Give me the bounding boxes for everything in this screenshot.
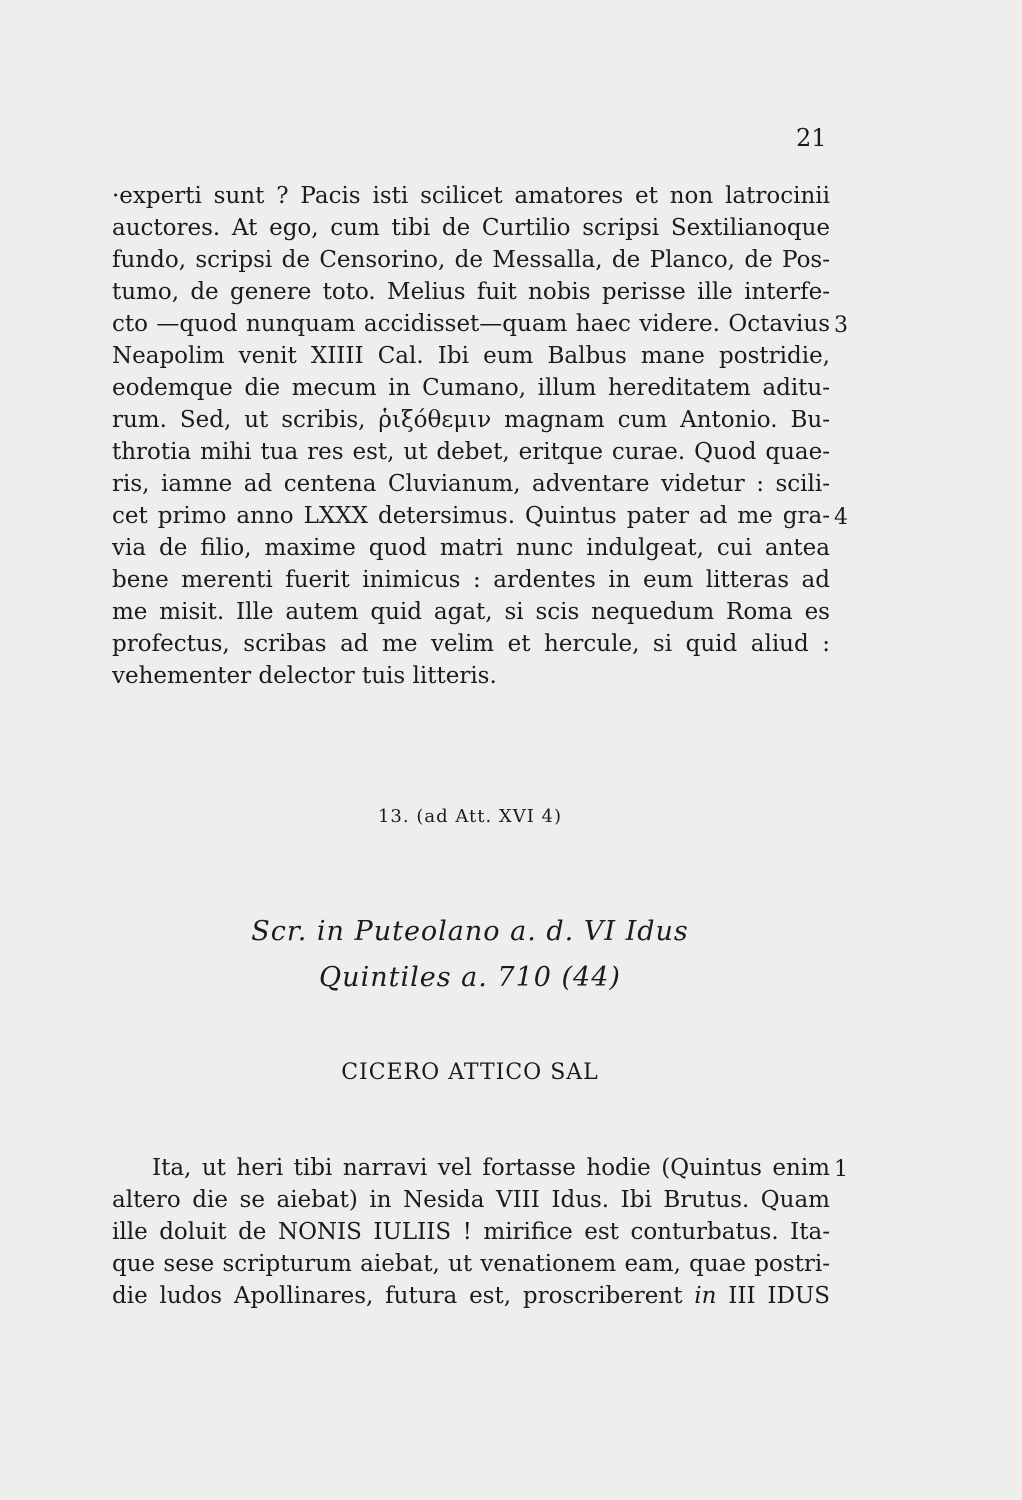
page-number: 21 (796, 124, 827, 152)
text-line: Neapolim venit XIIII Cal. Ibi eum Balbus mane postridie, (112, 343, 830, 369)
text-line: fundo, scripsi de Censorino, de Messalla, de Planco, de Pos- (112, 247, 830, 273)
text-line: eodemque die mecum in Cumano, illum hereditatem aditu- (112, 375, 830, 401)
section-number: 3 (834, 313, 848, 338)
text-line: profectus, scribas ad me velim et hercule, si quid aliud : (112, 631, 830, 657)
text-line: vehementer delector tuis litteris. (112, 663, 497, 689)
text-line: altero die se aiebat) in Nesida VIII Idus. Ibi Brutus. Quam (112, 1187, 830, 1213)
text-line: ·experti sunt ? Pacis isti scilicet amatores et non latrocinii (112, 183, 830, 209)
letter-reference: 13. (ad Att. XVI 4) (377, 806, 563, 827)
text-line: throtia mihi tua res est, ut debet, eritque curae. Quod quae- (112, 439, 830, 465)
text-segment: die ludos Apollinares, futura est, proscriberent (112, 1283, 683, 1309)
section-number: 1 (834, 1157, 848, 1182)
text-line: ille doluit de NONIS IULIIS ! mirifice est conturbatus. Ita- (112, 1219, 830, 1245)
letter-heading-line-2: Quintiles a. 710 (44) (319, 962, 621, 993)
text-line: cet primo anno LXXX detersimus. Quintus pater ad me gra- (112, 503, 830, 529)
text-line: via de filio, maxime quod matri nunc indulgeat, cui antea (112, 535, 830, 561)
letter-heading-line-1: Scr. in Puteolano a. d. VI Idus (251, 916, 689, 947)
text-line: auctores. At ego, cum tibi de Curtilio scripsi Sextilianoque (112, 215, 830, 241)
section-number: 4 (834, 505, 848, 530)
text-line: Ita, ut heri tibi narravi vel fortasse hodie (Quintus enim (152, 1155, 830, 1181)
text-line: que sese scripturum aiebat, ut venationem eam, quae postri- (112, 1251, 830, 1277)
text-segment: III IDUS (728, 1283, 831, 1309)
text-line: rum. Sed, ut scribis, ῥιξόθεμιν magnam cum Antonio. Bu- (112, 407, 830, 433)
text-line: me misit. Ille autem quid agat, si scis nequedum Roma es (112, 599, 830, 625)
text-line: tumo, de genere toto. Melius fuit nobis perisse ille interfe- (112, 279, 830, 305)
text-line: bene merenti fuerit inimicus : ardentes in eum litteras ad (112, 567, 830, 593)
text-line (112, 1280, 830, 1312)
italic-word: in (694, 1283, 717, 1309)
text-line: cto —quod nunquam accidisset—quam haec videre. Octavius (112, 311, 830, 337)
text-line: ris, iamne ad centena Cluvianum, adventare videtur : scili- (112, 471, 830, 497)
salutation: CICERO ATTICO SAL (341, 1060, 599, 1085)
